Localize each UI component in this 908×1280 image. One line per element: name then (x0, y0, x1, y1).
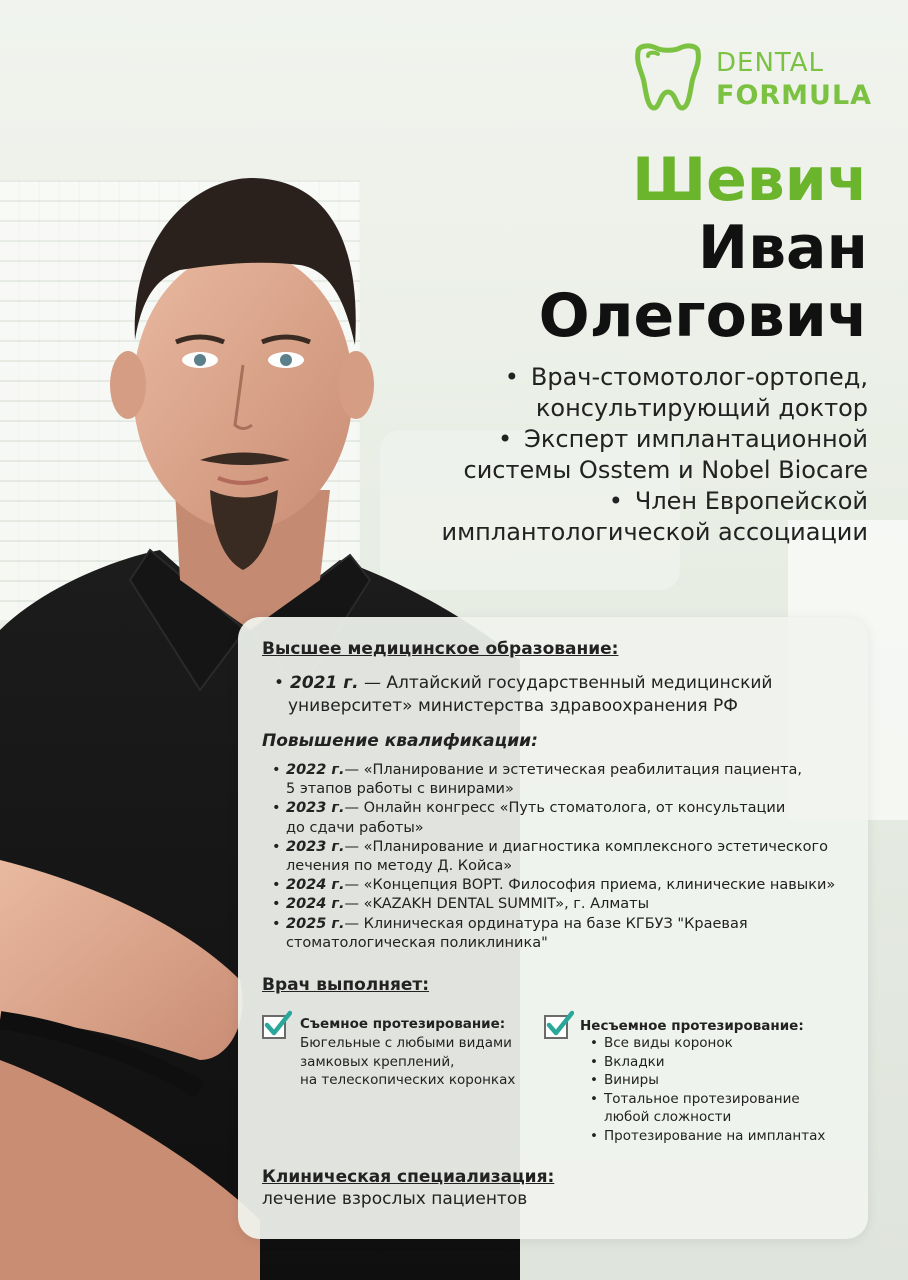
fixed-list (590, 1034, 825, 1146)
list-item-cont: любой сложности (604, 1109, 732, 1126)
doctor-first-name: Иван (697, 213, 868, 283)
list-item (272, 761, 862, 780)
checkmark-icon (544, 1009, 574, 1039)
qualification-heading: Повышение квалификации: (262, 731, 538, 751)
fixed-title: Несъемное протезирование: (580, 1018, 804, 1034)
removable-title: Съемное протезирование: (300, 1016, 506, 1032)
qualification-year: 2023 г. (286, 838, 345, 855)
logo-text-formula: FORMULA (716, 80, 873, 111)
education-text-cont: университет» министерства здравоохранения РФ (288, 696, 738, 716)
specialization-text: лечение взрослых пациентов (262, 1189, 528, 1209)
qualification-text-cont: до сдачи работы» (286, 819, 424, 836)
doctor-surname: Шевич (631, 145, 868, 215)
list-item (272, 915, 862, 934)
qualification-year: 2022 г. (286, 762, 345, 778)
qualification-text-cont: 5 этапов работы с винирами» (286, 781, 514, 798)
doctor-patronymic: Олегович (538, 281, 868, 351)
info-card (238, 617, 868, 1239)
removable-description (300, 1034, 515, 1090)
qualification-list (272, 761, 862, 953)
title-line: • Врач-стомотолог-ортопед, (388, 362, 868, 393)
dental-formula-logo (628, 42, 878, 114)
qualification-text: — «Концепция BOPT. Философия приема, клинические навыки» (344, 877, 836, 894)
qualification-text-cont: лечения по методу Д. Койса» (286, 858, 513, 875)
list-item (272, 799, 862, 818)
title-line: имплантологической ассоциации (441, 518, 868, 546)
qualification-text: — Клиническая ординатура на базе КГБУЗ "Краевая (344, 915, 748, 932)
list-item (272, 838, 862, 857)
qualification-text: — «Планирование и эстетическая реабилитация пациента, (344, 762, 803, 778)
education-text: — Алтайский государственный медицинский (358, 673, 773, 693)
qualification-text: — «Планирование и диагностика комплексного эстетического (344, 838, 828, 855)
removable-line: на телескопических коронках (300, 1072, 516, 1088)
qualification-year: 2025 г. (286, 915, 345, 932)
logo-text-dental: DENTAL (716, 48, 825, 78)
education-heading: Высшее медицинское образование: (262, 639, 619, 659)
qualification-text-cont: стоматологическая поликлиника" (286, 934, 548, 951)
title-line: • Эксперт имплантационной (388, 424, 868, 455)
qualification-text: — Онлайн конгресс «Путь стоматолога, от консультации (344, 800, 786, 817)
list-item: • Все виды коронок (590, 1034, 825, 1053)
list-item: • Протезирование на имплантах (590, 1127, 825, 1146)
qualification-text: — «KAZAKH DENTAL SUMMIT», г. Алматы (344, 896, 650, 913)
title-line: • Член Европейской (388, 486, 868, 517)
checkbox-removable (262, 1015, 286, 1039)
qualification-year: 2024 г. (286, 896, 345, 913)
list-item (272, 876, 862, 895)
checkmark-icon (262, 1009, 292, 1039)
tooth-logo-icon (628, 42, 708, 114)
specialization-heading: Клиническая специализация: (262, 1167, 555, 1187)
list-item (272, 895, 862, 914)
removable-line: Бюгельные с любыми видами (300, 1035, 512, 1051)
list-item (274, 672, 844, 695)
qualification-year: 2024 г. (286, 877, 345, 894)
list-item: • Вкладки (590, 1053, 825, 1072)
list-item: • Тотальное протезирование (590, 1090, 825, 1109)
education-list (274, 672, 844, 718)
title-line: системы Osstem и Nobel Biocare (463, 456, 868, 484)
list-item: • Виниры (590, 1071, 825, 1090)
removable-line: замковых креплений, (300, 1053, 455, 1070)
qualification-year: 2023 г. (286, 800, 345, 817)
title-line: консультирующий доктор (535, 394, 868, 422)
services-heading: Врач выполняет: (262, 975, 430, 995)
doctor-titles (388, 362, 868, 548)
education-year: 2021 г. (290, 673, 359, 693)
checkbox-fixed (544, 1015, 568, 1039)
